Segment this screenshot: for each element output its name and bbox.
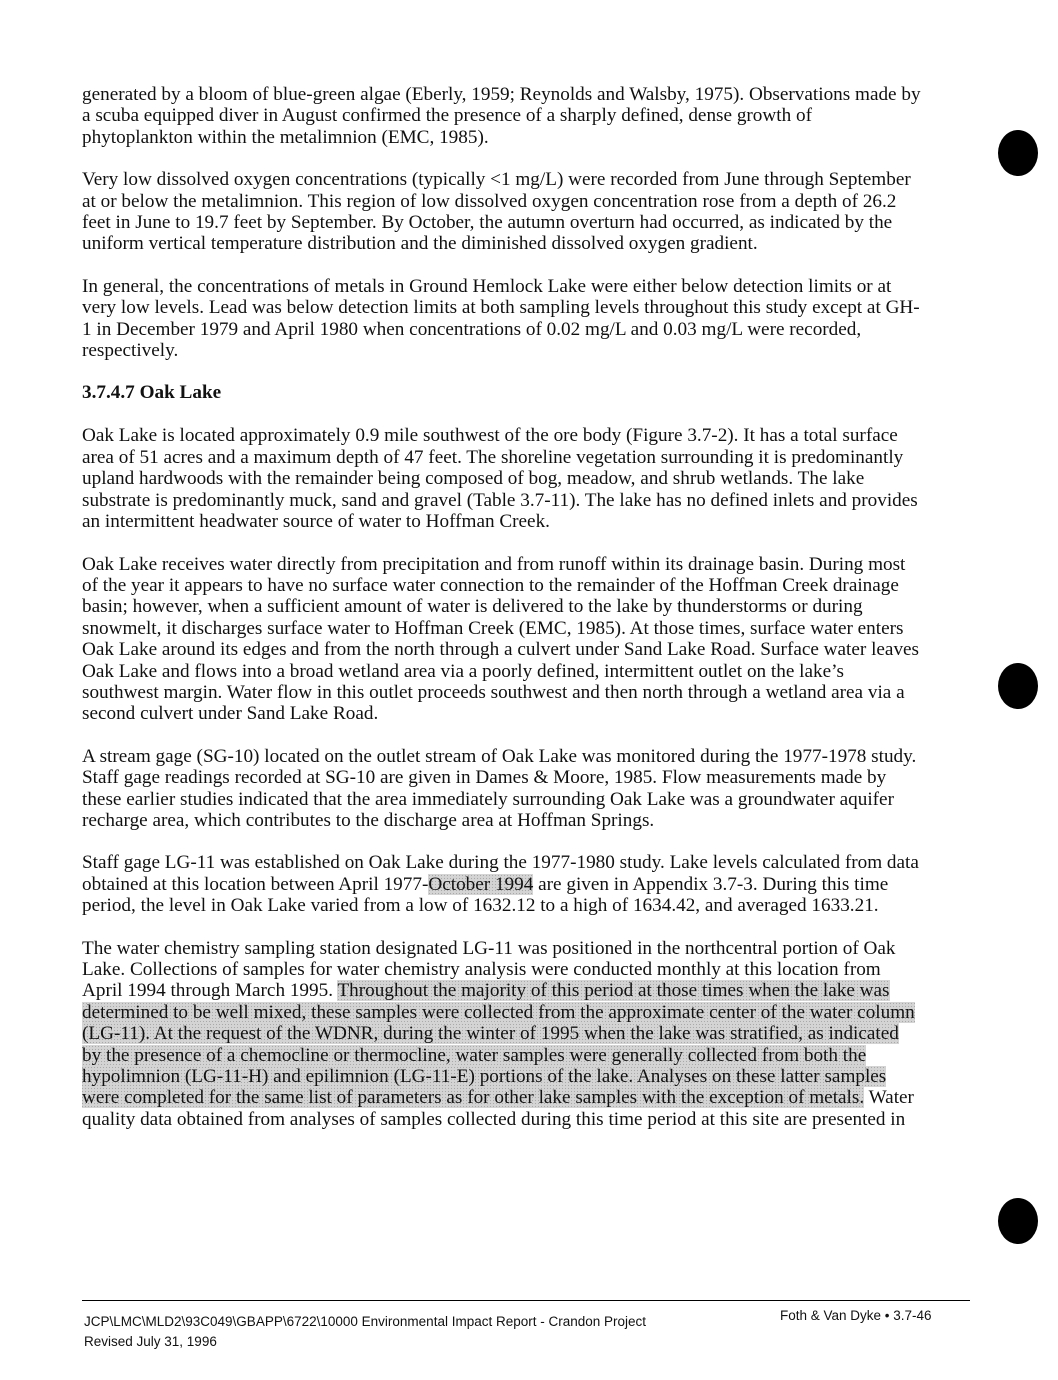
paragraph-oak-lake-location: Oak Lake is located approximately 0.9 mile southwest of the ore body (Figure 3.7-2). It has a total surface area of 51 acres and a maximum depth of 47 feet. The shoreline vegetation surrounding it is predominantly upland hardwoods with the remainder being composed of bog, meadow, and shrub wetlands. The lake substrate is predominantly muck, sand and gravel (Table 3.7-11). The lake has no defined inlets and provides an intermittent headwater source of water to Hoffman Creek. [82, 425, 918, 533]
binder-hole-top [998, 130, 1038, 176]
staff-gage-text-after: are given in Appendix 3.7-3. During this time period, the level in Oak Lake varied from a low of 1632.12 to a high of 1634.42, and averaged 1633.21. [82, 873, 889, 917]
footer-page-number: Foth & Van Dyke • 3.7-46 [780, 1308, 932, 1323]
page-body [82, 84, 922, 1151]
highlighted-date: October 1994 [428, 873, 534, 895]
paragraph-stream-gage: A stream gage (SG-10) located on the outlet stream of Oak Lake was monitored during the 1977-1978 study. Staff gage readings recorded at SG-10 are given in Dames & Moore, 1985. Flow measurements made by these earlier studies indicated that the area immediately surrounding Oak Lake was a groundwater aquifer recharge area, which contributes to the discharge area at Hoffman Springs. [82, 745, 917, 831]
footer-divider [82, 1300, 970, 1301]
paragraph-oak-lake-hydrology: Oak Lake receives water directly from precipitation and from runoff within its drainage basin. During most of the year it appears to have no surface water connection to the remainder of the Hoffman Creek drainage basin; however, when a sufficient amount of water is delivered to the lake by thunderstorms or during snowmelt, it discharges surface water to Hoffman Creek (EMC, 1985). At those times, surface water enters Oak Lake around its edges and from the north through a culvert under Sand Lake Road. Surface water leaves Oak Lake and flows into a broad wetland area via a poorly defined, intermittent outlet on the lake’s southwest margin. Water flow in this outlet proceeds southwest and then north through a wetland area via a second culvert under Sand Lake Road. [82, 553, 920, 725]
paragraph-metals: In general, the concentrations of metals in Ground Hemlock Lake were either below detection limits or at very low levels. Lead was below detection limits at both sampling levels throughout this study except at GH-1 in December 1979 and April 1980 when concentrations of 0.02 mg/L and 0.03 mg/L were recorded, respectively. [82, 275, 920, 362]
paragraph-algae-bloom: generated by a bloom of blue-green algae (Eberly, 1959; Reynolds and Walsby, 1975). Observations made by a scuba equipped diver in August confirmed the presence of a sharply defined, dense growth of phytoplankton within the metalimnion (EMC, 1985). [82, 84, 921, 148]
staff-gage-text-before: Staff gage LG-11 was established on Oak Lake during the 1977-1980 study. Lake levels calculated from data obtained at this location between April 1977- [82, 852, 919, 895]
binder-hole-middle [998, 663, 1038, 709]
footer-path: JCP\LMC\MLD2\93C049\GBAPP\6722\10000 Environmental Impact Report - Crandon Project [84, 1314, 647, 1329]
highlighted-revision-text: Throughout the majority of this period at those times when the lake was determined to be well mixed, these samples were collected from the approximate center of the water column (LG-11). At the request of the WDNR, during the winter of 1995 when the lake was stratified, as indicated by the presence of a chemocline or thermocline, water samples were generally collected from both the hypolimnion (LG-11-H) and epilimnion (LG-11-E) portions of the lake. Analyses on these latter samples were completed for the same list of parameters as for other lake samples with the exception of metals. [82, 980, 915, 1109]
chemistry-text-after: Water quality data obtained from analyses of samples collected during this time period at this site are presented in [82, 1087, 914, 1130]
paragraph-dissolved-oxygen: Very low dissolved oxygen concentrations (typically <1 mg/L) were recorded from June through September at or below the metalimnion. This region of low dissolved oxygen concentration rose from a depth of 26.2 feet in June to 19.7 feet by September. By October, the autumn overturn had occurred, as indicated by the uniform vertical temperature distribution and the diminished dissolved oxygen gradient. [82, 169, 911, 255]
binder-hole-bottom [998, 1198, 1038, 1244]
paragraph-staff-gage [82, 852, 922, 916]
paragraph-water-chemistry [82, 938, 922, 1131]
section-heading-oak-lake: 3.7.4.7 Oak Lake [82, 382, 222, 404]
footer-revised-date: Revised July 31, 1996 [84, 1334, 217, 1349]
chemistry-text-before: The water chemistry sampling station designated LG-11 was positioned in the northcentral portion of Oak Lake. Collections of samples for water chemistry analysis were conducted monthly at this location from April 1994 through March 1995. [82, 937, 896, 1002]
footer-left [84, 1312, 646, 1352]
